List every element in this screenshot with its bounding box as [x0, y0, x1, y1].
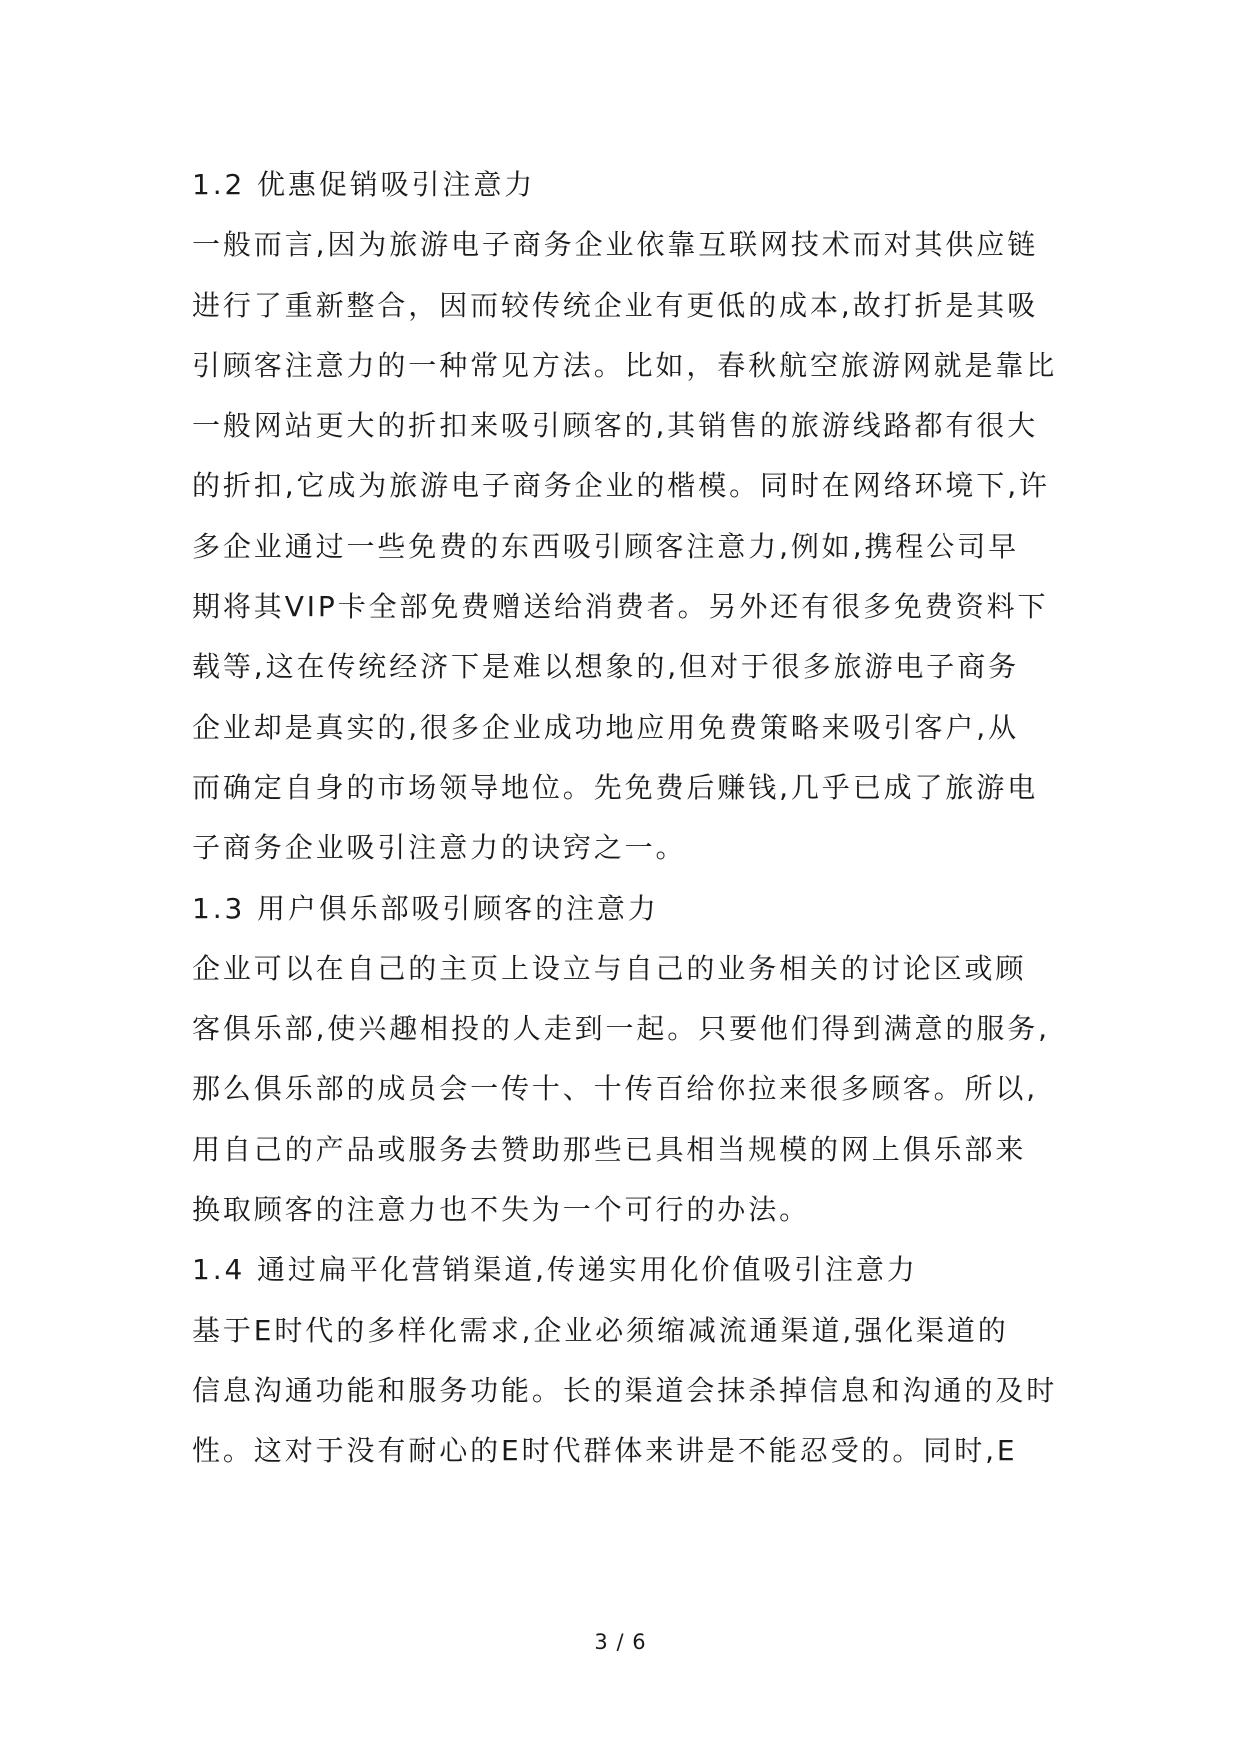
- body-text: [192, 155, 1072, 1482]
- paragraph-line: 性。这对于没有耐心的E时代群体来讲是不能忍受的。同时,E: [192, 1434, 1018, 1468]
- section-heading-1-3: 1.3 用户俱乐部吸引顾客的注意力: [192, 891, 659, 925]
- paragraph-line: 进行了重新整合，因而较传统企业有更低的成本,故打折是其吸: [192, 288, 1039, 322]
- paragraph-line: 而确定自身的市场领导地位。先免费后赚钱,几乎已成了旅游电: [192, 770, 1039, 804]
- section-heading-1-2: 1.2 优惠促销吸引注意力: [192, 168, 536, 201]
- section-heading-1-4: 1.4 通过扁平化营销渠道,传递实用化价值吸引注意力: [192, 1253, 918, 1287]
- paragraph-line: 企业却是真实的,很多企业成功地应用免费策略来吸引客户,从: [192, 710, 1020, 744]
- paragraph-line: 信息沟通功能和服务功能。长的渠道会抹杀掉信息和沟通的及时: [192, 1373, 1058, 1407]
- paragraph-line: 客俱乐部,使兴趣相投的人走到一起。只要他们得到满意的服务,: [192, 1012, 1050, 1046]
- paragraph-line: 期将其VIP卡全部免费赠送给消费者。另外还有很多免费资料下: [192, 590, 1049, 624]
- paragraph-line: 一般网站更大的折扣来吸引顾客的,其销售的旅游线路都有很大: [192, 409, 1039, 443]
- paragraph-line: 引顾客注意力的一种常见方法。比如，春秋航空旅游网就是靠比: [192, 348, 1058, 382]
- paragraph-line: 的折扣,它成为旅游电子商务企业的楷模。同时在网络环境下,许: [192, 469, 1050, 503]
- paragraph-line: 一般而言,因为旅游电子商务企业依靠互联网技术而对其供应链: [192, 228, 1039, 262]
- paragraph-line: 基于E时代的多样化需求,企业必须缩减流通渠道,强化渠道的: [192, 1313, 1009, 1347]
- page-number: 3 / 6: [594, 1630, 647, 1654]
- paragraph-line: 那么俱乐部的成员会一传十、十传百给你拉来很多顾客。所以,: [192, 1072, 1039, 1106]
- paragraph-line: 载等,这在传统经济下是难以想象的,但对于很多旅游电子商务: [192, 650, 1020, 684]
- paragraph-line: 用自己的产品或服务去赞助那些已具相当规模的网上俱乐部来: [192, 1132, 1027, 1166]
- paragraph-line: 换取顾客的注意力也不失为一个可行的办法。: [192, 1193, 811, 1227]
- paragraph-line: 子商务企业吸引注意力的诀窍之一。: [192, 831, 687, 865]
- paragraph-line: 企业可以在自己的主页上设立与自己的业务相关的讨论区或顾: [192, 951, 1027, 985]
- paragraph-line: 多企业通过一些免费的东西吸引顾客注意力,例如,携程公司早: [192, 529, 1020, 563]
